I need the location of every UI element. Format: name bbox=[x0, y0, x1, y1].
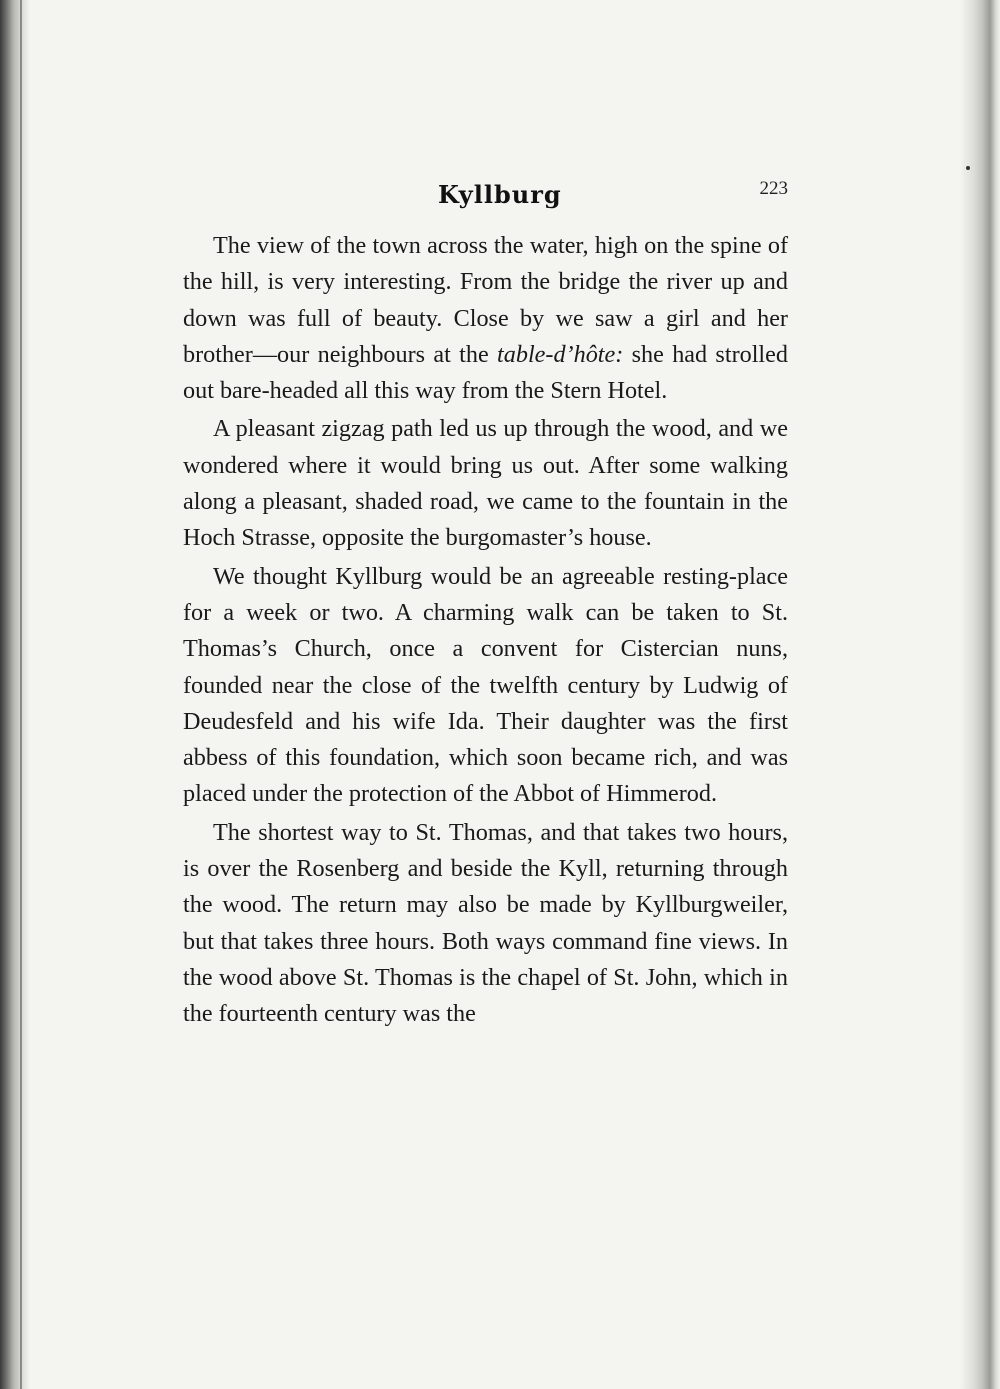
paragraph: We thought Kyllburg would be an agreeable resting-place for a week or two. A charming walk can be taken to St. Thomas’s Church, once a convent for Cistercian nuns, founded near the close of the twelfth century by Ludwig of Deudesfeld and his wife Ida. Their daughter was the first abbess of this foundation, which soon became rich, and was placed under the protection of the Abbot of Himmerod. bbox=[183, 562, 788, 808]
running-head bbox=[183, 172, 788, 212]
book-page bbox=[183, 172, 788, 1033]
page-number: 223 bbox=[759, 178, 788, 199]
page-edge-shadow bbox=[960, 0, 1000, 1389]
paragraph: The shortest way to St. Thomas, and that takes two hours, is over the Rosenberg and beside the Kyll, returning through the wood. The return may also be made by Kyllburgweiler, but that takes three hours. Both ways command fine views. In the wood above St. Thomas is the chapel of St. John, which in the fourteenth century was the bbox=[183, 818, 788, 1028]
running-head-title: Kyllburg bbox=[438, 180, 562, 209]
body-text bbox=[183, 228, 788, 1033]
paper-speck bbox=[966, 166, 970, 170]
paragraph-text: she had strolled out bare-headed all this way from the Stern Hotel. bbox=[183, 340, 788, 405]
book-gutter-shadow bbox=[0, 0, 30, 1389]
paragraph bbox=[183, 228, 788, 409]
book-spine-line bbox=[20, 0, 22, 1389]
italic-phrase: table-d’hôte: bbox=[497, 340, 624, 368]
paragraph: A pleasant zigzag path led us up through the wood, and we wondered where it would bring us out. After some walking along a pleasant, shaded road, we came to the fountain in the Hoch Strasse, opposite the burgomaster’s house. bbox=[183, 415, 788, 552]
paragraph-text: The view of the town across the water, high on the spine of the hill, is very interesting. From the bridge the river up and down was full of beauty. Close by we saw a girl and her brother—our neighbours at the bbox=[183, 232, 788, 368]
